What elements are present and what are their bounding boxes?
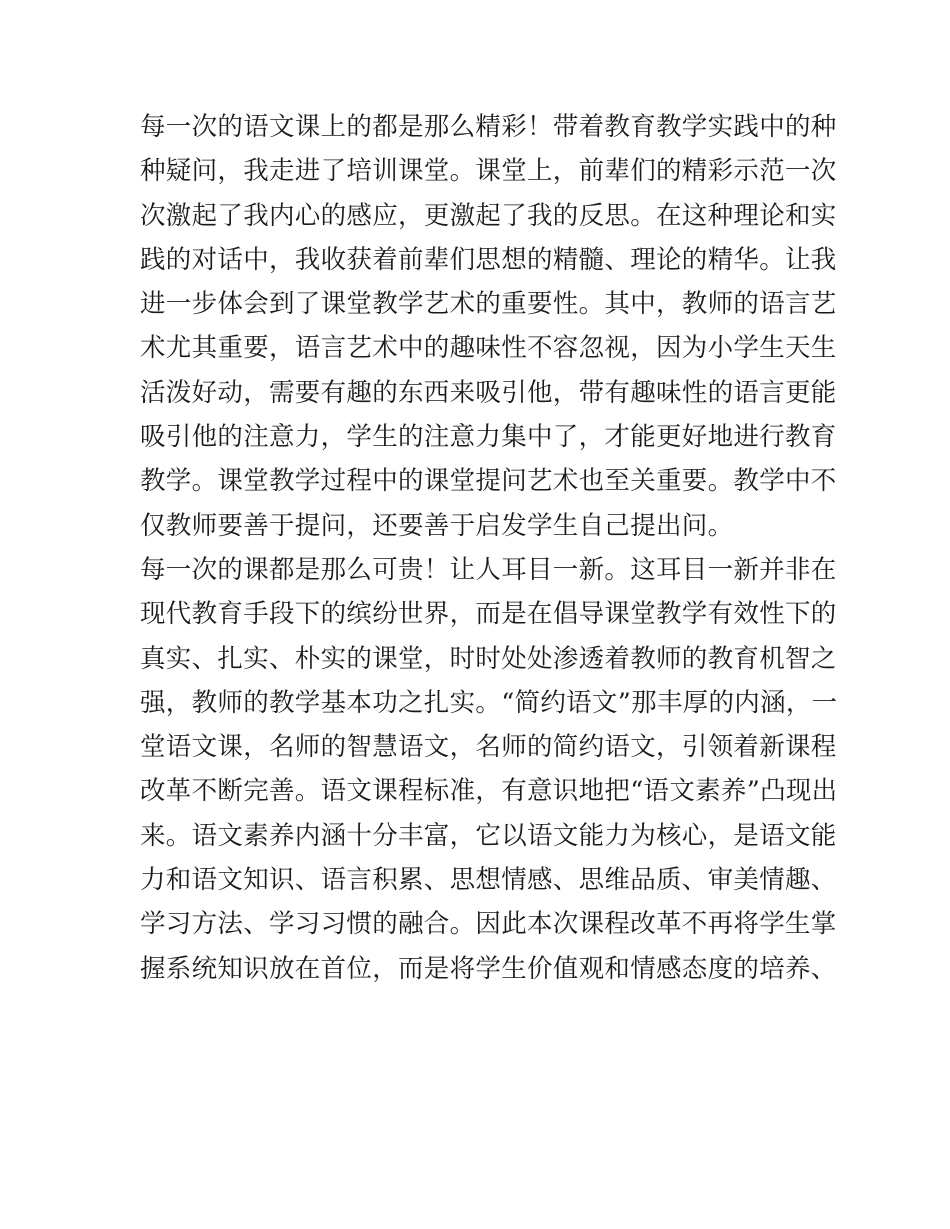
text-line: 来。语文素养内涵十分丰富，它以语文能力为核心，是语文能 xyxy=(140,820,837,851)
text-line: 次激起了我内心的感应，更激起了我的反思。在这种理论和实 xyxy=(140,200,837,231)
text-line: 践的对话中，我收获着前辈们思想的精髓、理论的精华。让我 xyxy=(140,244,837,275)
text-line: 种疑问，我走进了培训课堂。课堂上，前辈们的精彩示范一次 xyxy=(140,156,837,187)
text-line: 握系统知识放在首位，而是将学生价值观和情感态度的培养、 xyxy=(140,953,837,984)
text-line: 吸引他的注意力，学生的注意力集中了，才能更好地进行教育 xyxy=(140,422,837,453)
paragraph-2 xyxy=(140,548,838,991)
text-line: 仅教师要善于提问，还要善于启发学生自己提出问。 xyxy=(140,510,734,541)
text-line: 力和语文知识、语言积累、思想情感、思维品质、审美情趣、 xyxy=(140,865,837,896)
text-line: 学习方法、学习习惯的融合。因此本次课程改革不再将学生掌 xyxy=(140,909,837,940)
text-line: 教学。课堂教学过程中的课堂提问艺术也至关重要。教学中不 xyxy=(140,466,837,497)
text-line: 强，教师的教学基本功之扎实。“简约语文”那丰厚的内涵，一 xyxy=(140,687,838,718)
text-line: 现代教育手段下的缤纷世界，而是在倡导课堂教学有效性下的 xyxy=(140,599,837,630)
text-line: 活泼好动，需要有趣的东西来吸引他，带有趣味性的语言更能 xyxy=(140,377,837,408)
text-line: 术尤其重要，语言艺术中的趣味性不容忽视，因为小学生天生 xyxy=(140,333,837,364)
text-line: 改革不断完善。语文课程标准，有意识地把“语文素养”凸现出 xyxy=(140,776,838,807)
text-line: 进一步体会到了课堂教学艺术的重要性。其中，教师的语言艺 xyxy=(140,289,837,320)
text-line: 每一次的语文课上的都是那么精彩！带着教育教学实践中的种 xyxy=(140,112,837,142)
document-body xyxy=(140,105,838,991)
paragraph-1 xyxy=(140,105,837,548)
text-line: 堂语文课，名师的智慧语文，名师的简约语文，引领着新课程 xyxy=(140,732,837,763)
text-line: 每一次的课都是那么可贵！让人耳目一新。这耳目一新并非在 xyxy=(140,554,837,585)
text-line: 真实、扎实、朴实的课堂，时时处处渗透着教师的教育机智之 xyxy=(140,643,837,674)
